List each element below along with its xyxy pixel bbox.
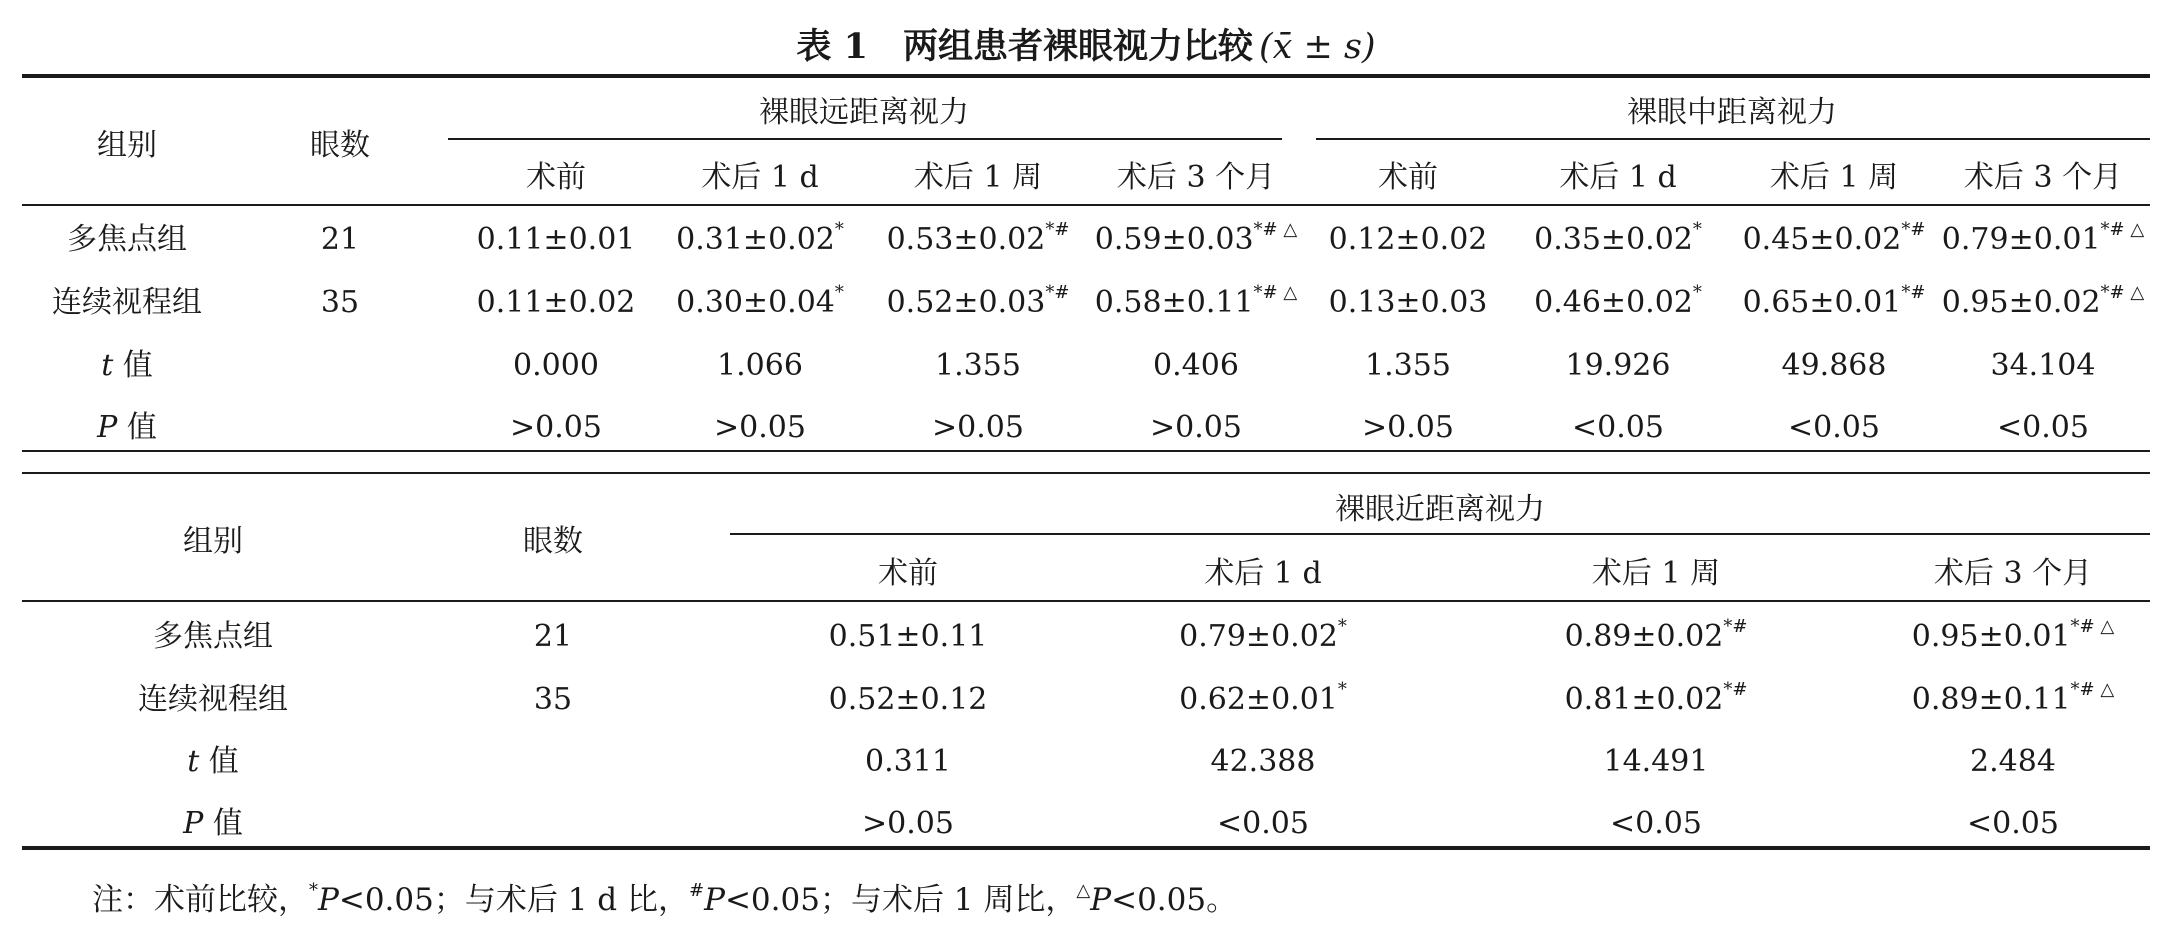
- table2-t-value: 0.311: [865, 744, 951, 779]
- table1-p-label-word: 值: [117, 410, 157, 445]
- table2-header-rule: [22, 600, 2150, 602]
- table1-cell-value: 0.12±0.02: [1328, 222, 1488, 257]
- note-s3: <0.05。: [1111, 882, 1238, 918]
- table1-cell-value: 0.11±0.02: [476, 285, 636, 320]
- table1-cell-significance: *#: [1901, 282, 1926, 303]
- table1-p-value: >0.05: [1150, 410, 1242, 445]
- table1-cell-value: 0.79±0.01: [1941, 222, 2101, 257]
- table1-cell-value: 0.13±0.03: [1328, 285, 1488, 320]
- table1-cell-value: 0.30±0.04: [676, 285, 835, 320]
- table1-header-rule: [22, 204, 2150, 206]
- table2-cell-value: 0.89±0.02: [1564, 619, 1724, 654]
- table2-header-group: 组别: [183, 524, 243, 559]
- table1-header-far-vision: 裸眼远距离视力: [759, 95, 969, 130]
- table2-t-label: [187, 742, 239, 782]
- table1-subheader: 术后 3 个月: [1116, 160, 1276, 195]
- note-s2: <0.05；与术后 1 周比，: [724, 882, 1077, 918]
- table1-cell: [887, 220, 1070, 260]
- table1-cell-value: 0.58±0.11: [1094, 285, 1254, 320]
- table1-cell: [676, 220, 844, 260]
- table2-cell: [1565, 617, 1748, 657]
- table2-cell: [1179, 680, 1347, 720]
- table1-cell: [477, 283, 636, 323]
- table1-t-value: 0.000: [513, 348, 599, 383]
- table-title-label: 表 1 两组患者裸眼视力比较: [796, 26, 1253, 67]
- table2-cell-significance: *#: [1723, 616, 1748, 637]
- table2-cell: [1565, 680, 1748, 720]
- table2-t-value: 42.388: [1210, 744, 1316, 779]
- table2-cell: [829, 617, 988, 657]
- table1-t-value: 34.104: [1990, 348, 2096, 383]
- table2-p-label-word: 值: [203, 806, 243, 841]
- table2-cell-value: 0.51±0.11: [828, 619, 988, 654]
- table1-cell-significance: *# △: [2100, 219, 2145, 240]
- table2-header-eyes: 眼数: [523, 524, 583, 559]
- table1-t-label: [101, 346, 153, 386]
- table2-cell-value: 0.95±0.01: [1911, 619, 2071, 654]
- table1-cell: [1329, 283, 1488, 323]
- table1-subheader: 术后 1 周: [1769, 160, 1899, 195]
- table2-p-value: <0.05: [1967, 806, 2059, 841]
- table1-t-value: 19.926: [1565, 348, 1671, 383]
- note-p1: P: [318, 882, 339, 918]
- table1-bottom-rule: [22, 450, 2150, 452]
- table1-p-value: >0.05: [714, 410, 806, 445]
- table1-cell: [1743, 283, 1926, 323]
- table1-t-value: 49.868: [1781, 348, 1887, 383]
- table1-row-eyes: 35: [320, 285, 360, 320]
- table1-cell-significance: *# △: [2100, 282, 2145, 303]
- table2-cell-significance: *: [1337, 616, 1347, 637]
- table2-p-value: >0.05: [862, 806, 954, 841]
- table2-cell-value: 0.52±0.12: [828, 682, 988, 717]
- table1-header-eyes: 眼数: [310, 128, 370, 163]
- table1-cell: [887, 283, 1070, 323]
- table1-cell-value: 0.46±0.02: [1534, 285, 1693, 320]
- table1-cell-value: 0.95±0.02: [1941, 285, 2101, 320]
- table1-cell: [1095, 220, 1297, 260]
- table1-cell-significance: *: [1692, 282, 1702, 303]
- table1-cell-value: 0.53±0.02: [886, 222, 1046, 257]
- note-s1: <0.05；与术后 1 d 比，: [338, 882, 689, 918]
- table2-cell-significance: *: [1337, 679, 1347, 700]
- table1-cell-significance: *# △: [1253, 219, 1298, 240]
- table1-top-rule: [22, 74, 2150, 78]
- table2-cell-value: 0.79±0.02: [1179, 619, 1338, 654]
- table1-subheader: 术前: [526, 160, 586, 195]
- table1-subheader: 术后 1 d: [701, 160, 819, 195]
- table-title-formula: (x̄ ± s): [1258, 27, 1376, 67]
- table1-header-mid-vision: 裸眼中距离视力: [1627, 95, 1837, 130]
- table1-cell: [1329, 220, 1488, 260]
- table2-cell-value: 0.89±0.11: [1911, 682, 2071, 717]
- table2-row-group: 连续视程组: [138, 682, 288, 717]
- table1-t-value: 0.406: [1153, 348, 1239, 383]
- note-prefix: 注：术前比较，: [92, 882, 309, 918]
- table1-cell-value: 0.31±0.02: [676, 222, 835, 257]
- table2-subheader: 术后 3 个月: [1933, 556, 2093, 591]
- note-mark-star: *: [309, 880, 318, 901]
- table1-cell-value: 0.65±0.01: [1742, 285, 1902, 320]
- table1-p-value: <0.05: [1997, 410, 2089, 445]
- table1-row-group: 多焦点组: [67, 222, 187, 257]
- table1-mid-span-rule: [1316, 138, 2150, 140]
- table1-cell: [477, 220, 636, 260]
- table1-cell: [1942, 220, 2144, 260]
- table1-t-label-symbol: t: [101, 348, 114, 383]
- table1-subheader: 术后 1 周: [913, 160, 1043, 195]
- table2-cell: [1912, 617, 2114, 657]
- table1-cell-value: 0.11±0.01: [476, 222, 636, 257]
- table1-t-label-word: 值: [113, 348, 153, 383]
- table1-cell-value: 0.52±0.03: [886, 285, 1046, 320]
- table1-cell: [1743, 220, 1926, 260]
- table2-subheader: 术后 1 周: [1591, 556, 1721, 591]
- table1-p-label-symbol: P: [97, 410, 118, 445]
- table1-cell: [1942, 283, 2144, 323]
- table2-subheader: 术前: [878, 556, 938, 591]
- table2-t-value: 2.484: [1970, 744, 2056, 779]
- table2-cell: [1179, 617, 1347, 657]
- table1-row-group: 连续视程组: [52, 285, 202, 320]
- table2-t-value: 14.491: [1603, 744, 1709, 779]
- table1-cell-value: 0.45±0.02: [1742, 222, 1902, 257]
- table2-p-label-symbol: P: [183, 806, 204, 841]
- table2-cell-significance: *# △: [2070, 616, 2115, 637]
- table1-p-label: [97, 408, 157, 448]
- table1-t-value: 1.066: [717, 348, 803, 383]
- table2-subheader: 术后 1 d: [1204, 556, 1322, 591]
- table1-p-value: <0.05: [1788, 410, 1880, 445]
- table-footnote: [92, 878, 1237, 922]
- table2-cell-value: 0.81±0.02: [1564, 682, 1724, 717]
- table1-t-value: 1.355: [935, 348, 1021, 383]
- table1-subheader: 术后 1 d: [1559, 160, 1677, 195]
- table2-cell: [1912, 680, 2114, 720]
- table1-cell-significance: *: [834, 219, 844, 240]
- table1-p-value: >0.05: [932, 410, 1024, 445]
- table1-subheader: 术后 3 个月: [1963, 160, 2123, 195]
- table2-header-near-vision: 裸眼近距离视力: [1335, 492, 1545, 527]
- note-mark-triangle: △: [1076, 880, 1091, 901]
- table2-p-label: [183, 804, 243, 844]
- table1-cell: [1534, 220, 1702, 260]
- table1-p-value: <0.05: [1572, 410, 1664, 445]
- table2-cell-value: 0.62±0.01: [1179, 682, 1338, 717]
- table1-subheader: 术前: [1378, 160, 1438, 195]
- table2-cell-significance: *#: [1723, 679, 1748, 700]
- table2-cell: [829, 680, 988, 720]
- table1-p-value: >0.05: [1362, 410, 1454, 445]
- table1-cell-value: 0.59±0.03: [1094, 222, 1254, 257]
- table2-row-eyes: 21: [533, 619, 573, 654]
- table1-cell-significance: *#: [1901, 219, 1926, 240]
- table2-bottom-rule: [22, 846, 2150, 850]
- table2-top-rule: [22, 472, 2150, 474]
- table2-t-label-word: 值: [199, 744, 239, 779]
- table2-row-group: 多焦点组: [153, 619, 273, 654]
- table1-far-span-rule: [448, 138, 1282, 140]
- table1-cell-significance: *#: [1045, 282, 1070, 303]
- table-title: [0, 22, 2172, 72]
- table1-cell-value: 0.35±0.02: [1534, 222, 1693, 257]
- table2-cell-significance: *# △: [2070, 679, 2115, 700]
- table2-row-eyes: 35: [533, 682, 573, 717]
- table1-cell: [1095, 283, 1297, 323]
- table1-cell-significance: *: [1692, 219, 1702, 240]
- table2-t-label-symbol: t: [187, 744, 200, 779]
- note-p2: P: [704, 882, 725, 918]
- table1-cell-significance: *# △: [1253, 282, 1298, 303]
- table1-cell: [1534, 283, 1702, 323]
- table1-p-value: >0.05: [510, 410, 602, 445]
- table1-cell-significance: *#: [1045, 219, 1070, 240]
- table1-row-eyes: 21: [320, 222, 360, 257]
- note-mark-hash: #: [689, 880, 705, 901]
- table2-p-value: <0.05: [1610, 806, 1702, 841]
- note-p3: P: [1090, 882, 1112, 918]
- table1-cell-significance: *: [834, 282, 844, 303]
- table2-p-value: <0.05: [1217, 806, 1309, 841]
- table1-header-group: 组别: [97, 128, 157, 163]
- table2-near-span-rule: [730, 533, 2150, 535]
- table1-t-value: 1.355: [1365, 348, 1451, 383]
- table1-cell: [676, 283, 844, 323]
